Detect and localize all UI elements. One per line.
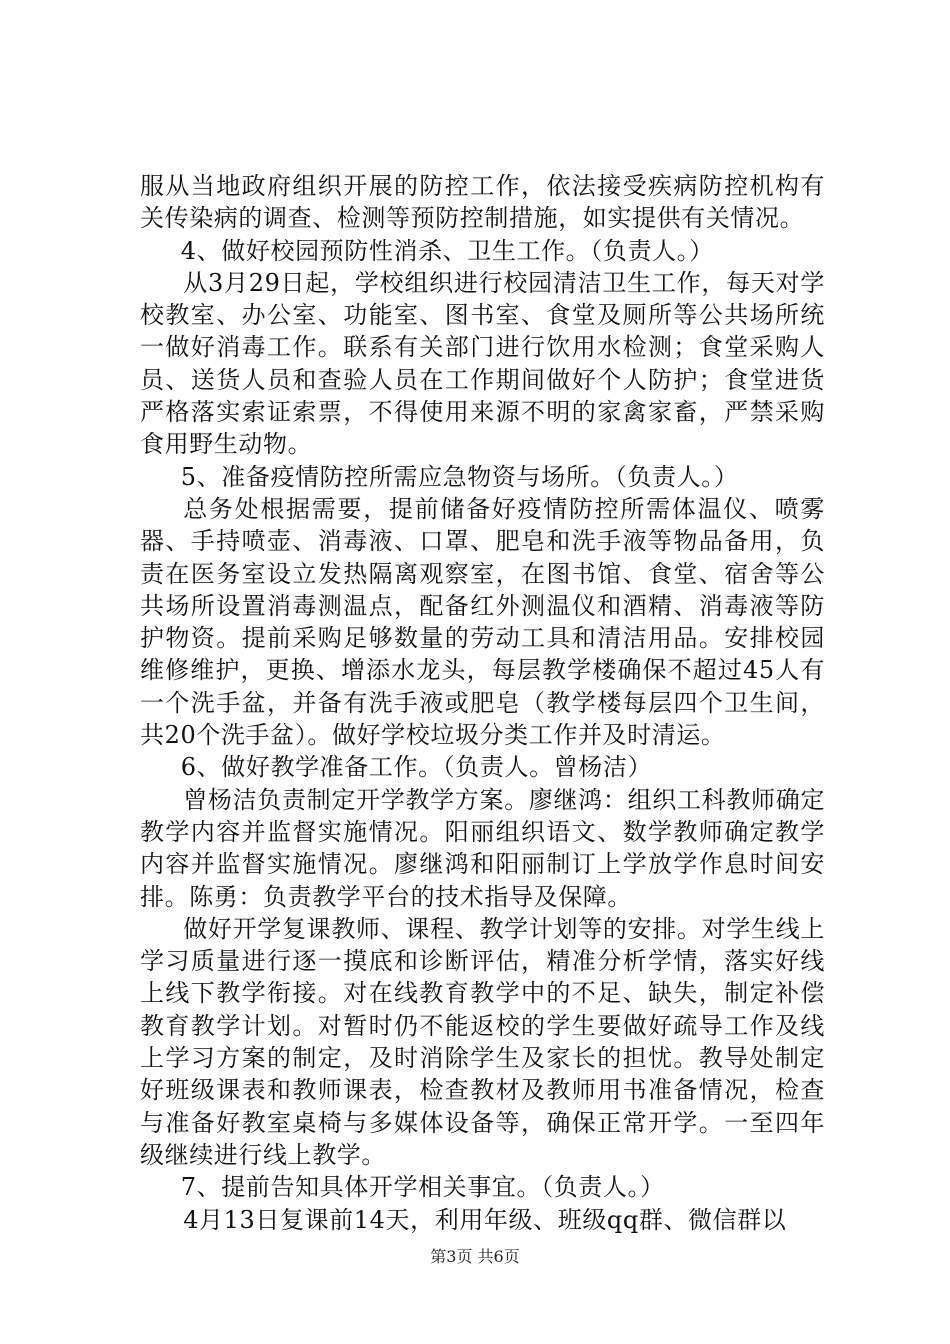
page-number-footer: 第3页 共6页 [430,1247,520,1266]
section-heading-4: 4、做好校园预防性消杀、卫生工作。（负责人。） [180,236,714,265]
document-body [140,170,825,1236]
paragraph-cleaning: 从3月29日起，学校组织进行校园清洁卫生工作，每天对学校教室、办公室、功能室、图书室、食堂及厕所等公共场所统一做好消毒工作。联系有关部门进行饮用水检测；食堂采购人员、送货人员和查验人员在工作期间做好个人防护；食堂进货严格落实索证索票，不得使用来源不明的家禽家畜，严禁采购食用野生动物。 [140,268,825,459]
section-heading-5: 5、准备疫情防控所需应急物资与场所。（负责人。） [180,462,739,491]
paragraph-supplies: 总务处根据需要，提前储备好疫情防控所需体温仪、喷雾器、手持喷壶、消毒液、口罩、肥皂和洗手液等物品备用，负责在医务室设立发热隔离观察室，在图书馆、食堂、宿舍等公共场所设置消毒测温点，配备红外测温仪和酒精、消毒液等防护物资。提前采购足够数量的劳动工具和清洁用品。安排校园维修维护，更换、增添水龙头，每层教学楼确保不超过45人有一个洗手盆，并备有洗手液或肥皂（教学楼每层四个卫生间，共20个洗手盆）。做好学校垃圾分类工作并及时清运。 [140,494,825,750]
paragraph-notice: 4月13日复课前14天，利用年级、班级qq群、微信群以 [183,1205,787,1234]
paragraph-teaching-roles: 曾杨洁负责制定开学教学方案。廖继鸿：组织工科教师确定教学内容并监督实施情况。阳丽组织语文、数学教师确定教学内容并监督实施情况。廖继鸿和阳丽制订上学放学作息时间安排。陈勇：负责教学平台的技术指导及保障。 [140,785,825,911]
section-heading-7: 7、提前告知具体开学相关事宜。（负责人。） [180,1173,665,1202]
paragraph-teaching-plan: 做好开学复课教师、课程、教学计划等的安排。对学生线上学习质量进行逐一摸底和诊断评估，精准分析学情，落实好线上线下教学衔接。对在线教育教学中的不足、缺失，制定补偿教育教学计划。对暂时仍不能返校的学生要做好疏导工作及线上学习方案的制定，及时消除学生及家长的担忧。教导处制定好班级课表和教师课表，检查教材及教师用书准备情况，检查与准备好教室桌椅与多媒体设备等，确保正常开学。一至四年级继续进行线上教学。 [140,914,825,1169]
paragraph-continuation: 服从当地政府组织开展的防控工作，依法接受疾病防控机构有关传染病的调查、检测等预防控制措施，如实提供有关情况。 [140,172,825,233]
section-heading-6: 6、做好教学准备工作。（负责人。曾杨洁） [180,753,653,782]
